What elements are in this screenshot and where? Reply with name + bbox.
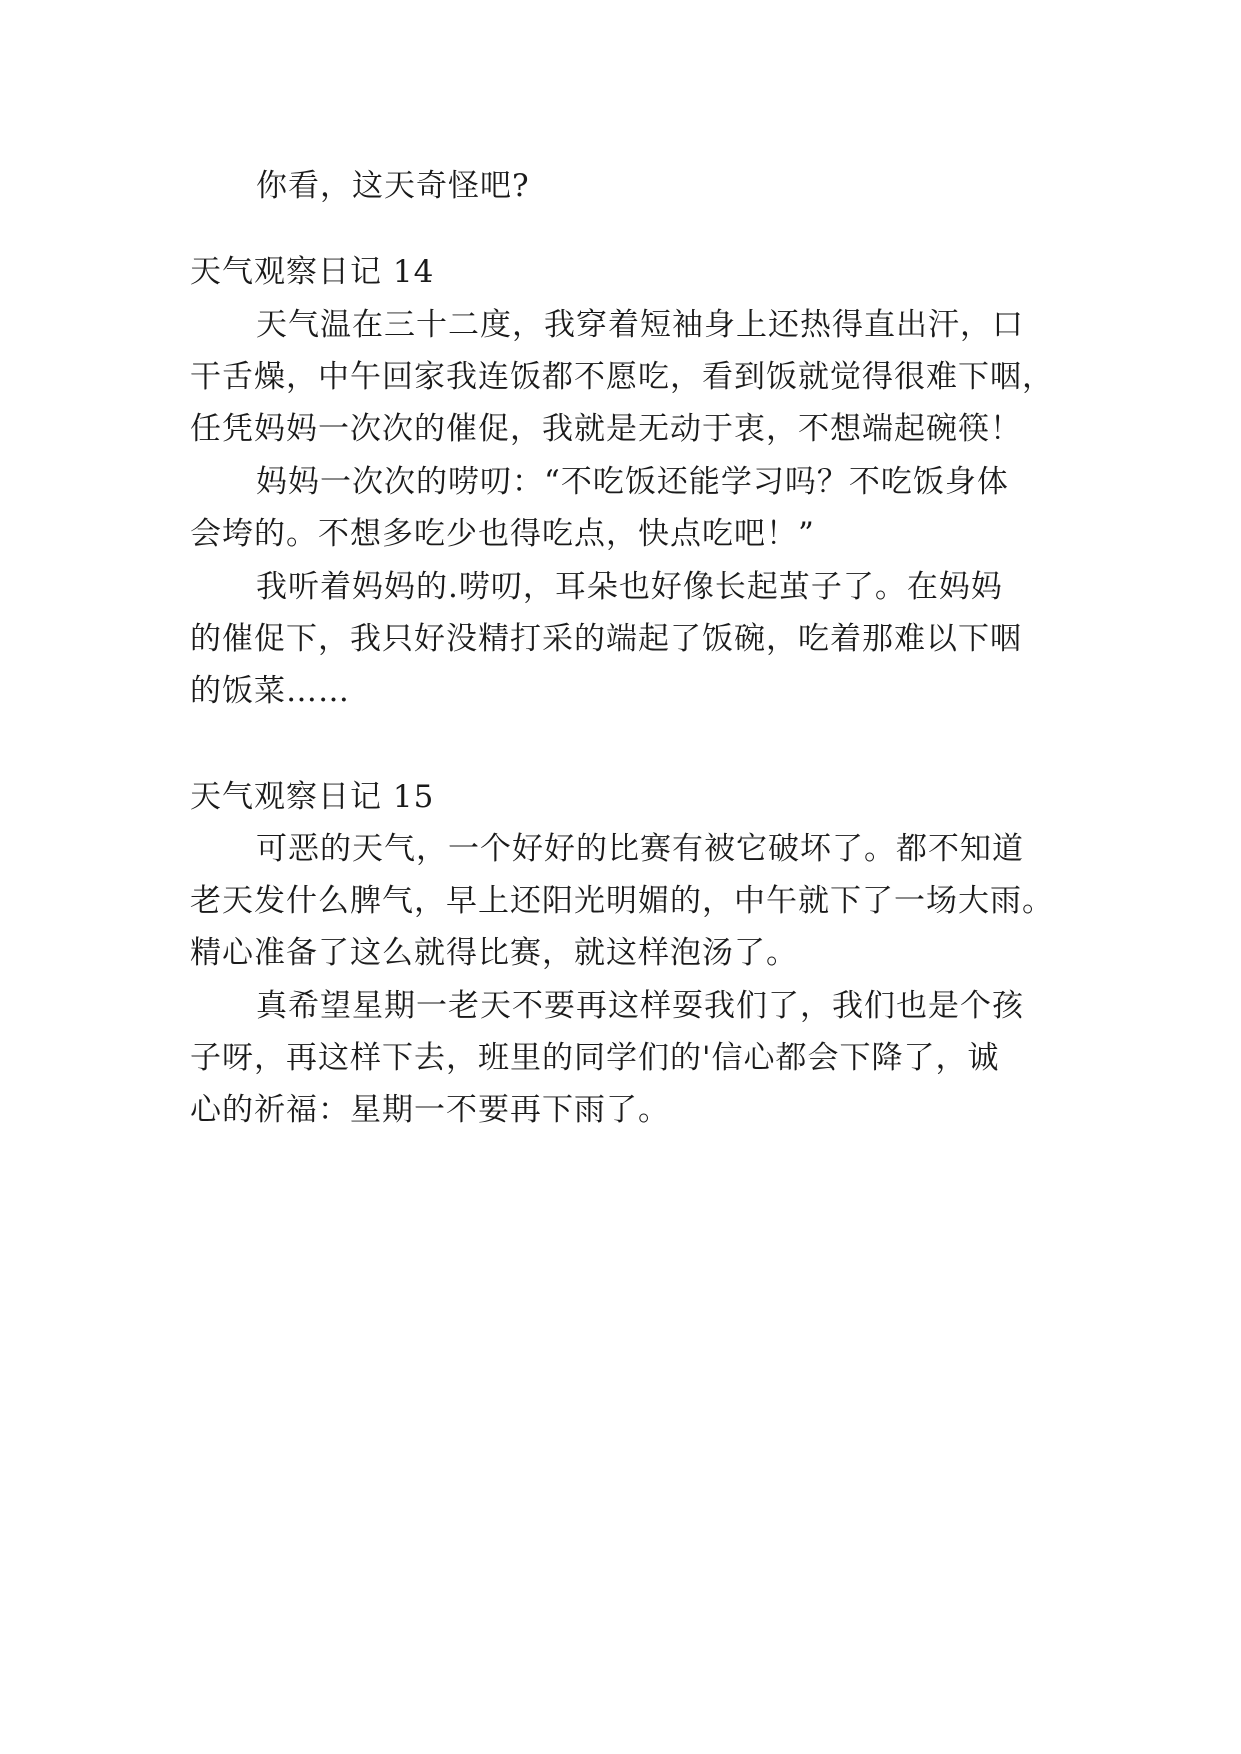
paragraph-line: 老天发什么脾气，早上还阳光明媚的，中午就下了一场大雨。 — [190, 883, 1054, 919]
paragraph-line: 天气温在三十二度，我穿着短袖身上还热得直出汗，口 — [256, 307, 1024, 343]
paragraph-line: 精心准备了这么就得比赛，就这样泡汤了。 — [190, 935, 798, 971]
paragraph-line: 任凭妈妈一次次的催促，我就是无动于衷，不想端起碗筷！ — [190, 411, 1022, 447]
entry-heading-15: 天气观察日记 15 — [190, 779, 435, 815]
entry-heading-14: 天气观察日记 14 — [190, 254, 435, 290]
paragraph-line: 我听着妈妈的.唠叨，耳朵也好像长起茧子了。在妈妈 — [256, 569, 1003, 605]
paragraph-line: 妈妈一次次的唠叨：“不吃饭还能学习吗？不吃饭身体 — [256, 464, 1009, 500]
intro-line: 你看，这天奇怪吧? — [256, 168, 530, 204]
paragraph-line: 的饭菜…… — [190, 673, 350, 709]
paragraph-line: 可恶的天气，一个好好的比赛有被它破坏了。都不知道 — [256, 831, 1024, 867]
paragraph-line: 的催促下，我只好没精打采的端起了饭碗，吃着那难以下咽 — [190, 621, 1022, 657]
paragraph-line: 真希望星期一老天不要再这样耍我们了，我们也是个孩 — [256, 988, 1024, 1024]
paragraph-line: 干舌燥，中午回家我连饭都不愿吃，看到饭就觉得很难下咽， — [190, 359, 1054, 395]
paragraph-line: 子呀，再这样下去，班里的同学们的'信心都会下降了，诚 — [190, 1040, 1000, 1076]
paragraph-line: 心的祈福：星期一不要再下雨了。 — [190, 1092, 670, 1128]
paragraph-line: 会垮的。不想多吃少也得吃点，快点吃吧！” — [190, 516, 815, 552]
